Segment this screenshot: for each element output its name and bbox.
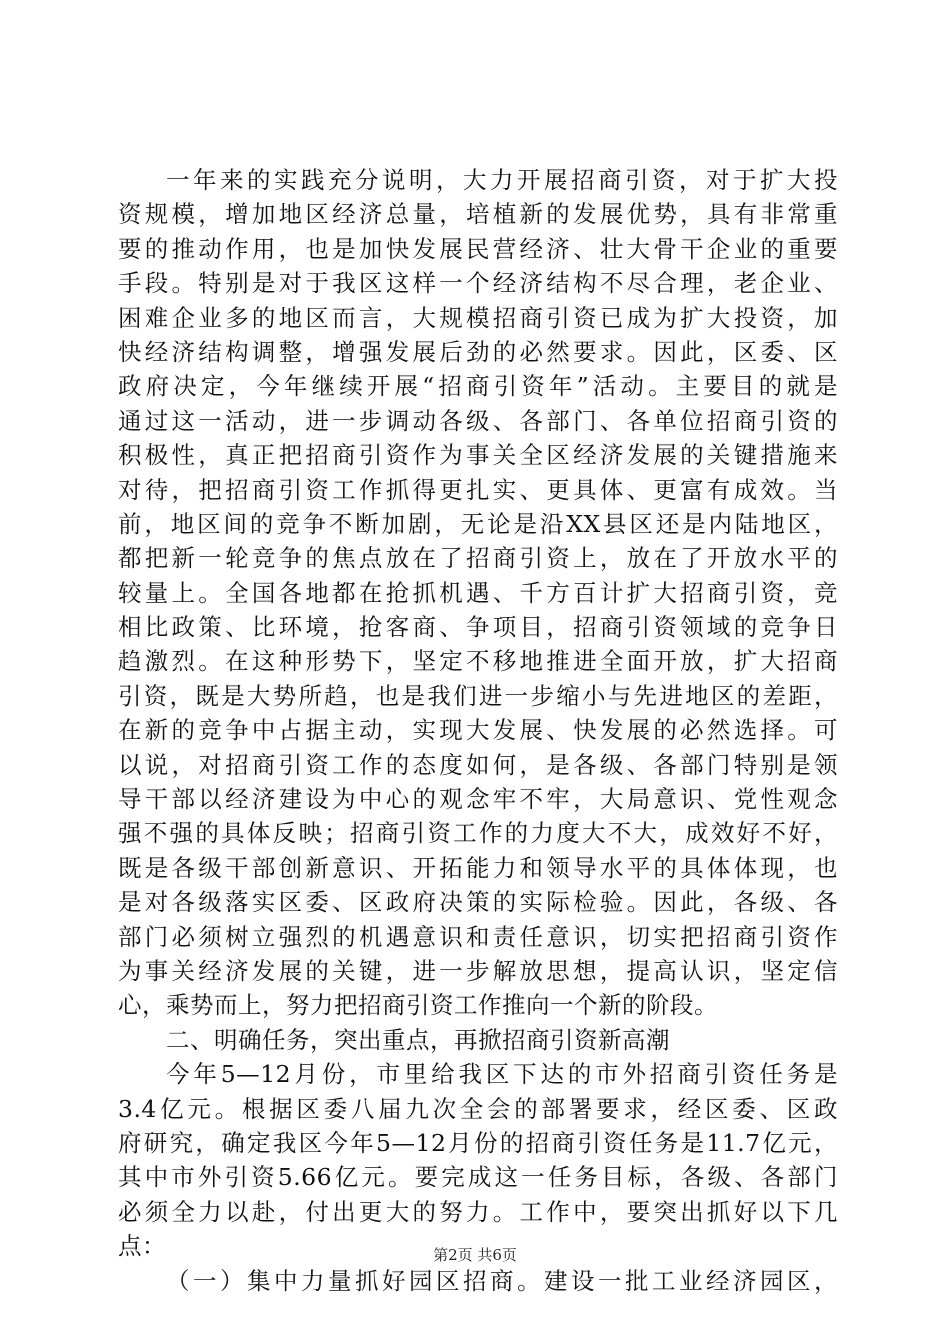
paragraph-line: 3.4亿元。根据区委八届九次全会的部署要求，经区委、区政 — [118, 1094, 838, 1123]
paragraph-line: 以说，对招商引资工作的态度如何，是各级、各部门特别是领 — [118, 750, 838, 779]
paragraph-line: 为事关经济发展的关键，进一步解放思想，提高认识，坚定信 — [118, 956, 838, 985]
paragraph-line: 都把新一轮竞争的焦点放在了招商引资上，放在了开放水平的 — [118, 544, 838, 573]
paragraph-line: 要的推动作用，也是加快发展民营经济、壮大骨干企业的重要 — [118, 234, 838, 263]
body-text — [118, 163, 838, 1298]
paragraph-line: 导干部以经济建设为中心的观念牢不牢，大局意识、党性观念 — [118, 785, 838, 814]
paragraph-line: 前，地区间的竞争不断加剧，无论是沿XX县区还是内陆地区， — [118, 509, 838, 538]
paragraph-line: 手段。特别是对于我区这样一个经济结构不尽合理，老企业、 — [118, 269, 838, 298]
paragraph-line: 相比政策、比环境，抢客商、争项目，招商引资领域的竞争日 — [118, 613, 838, 642]
paragraph-line: 其中市外引资5.66亿元。要完成这一任务目标，各级、各部门 — [118, 1163, 838, 1192]
paragraph-line: 是对各级落实区委、区政府决策的实际检验。因此，各级、各 — [118, 888, 838, 917]
paragraph-line: 困难企业多的地区而言，大规模招商引资已成为扩大投资，加 — [118, 303, 838, 332]
paragraph-line: 心，乘势而上，努力把招商引资工作推向一个新的阶段。 — [118, 991, 718, 1020]
section-heading: 二、明确任务，突出重点，再掀招商引资新高潮 — [166, 1025, 670, 1054]
paragraph-line: 强不强的具体反映；招商引资工作的力度大不大，成效好不好， — [118, 819, 838, 848]
paragraph-line: 对待，把招商引资工作抓得更扎实、更具体、更富有成效。当 — [118, 475, 838, 504]
paragraph-line: 政府决定，今年继续开展“招商引资年”活动。主要目的就是 — [118, 372, 838, 401]
paragraph-line: 较量上。全国各地都在抢抓机遇、千方百计扩大招商引资，竞 — [118, 578, 838, 607]
paragraph-line: 一年来的实践充分说明，大力开展招商引资，对于扩大投 — [166, 166, 838, 194]
paragraph-line: 在新的竞争中占据主动，实现大发展、快发展的必然选择。可 — [118, 716, 838, 745]
paragraph-line: 积极性，真正把招商引资作为事关全区经济发展的关键措施来 — [118, 441, 838, 470]
paragraph-line: 资规模，增加地区经济总量，培植新的发展优势，具有非常重 — [118, 200, 838, 229]
paragraph-line: 点： — [118, 1232, 166, 1261]
paragraph-line: 今年5—12月份，市里给我区下达的市外招商引资任务是 — [166, 1060, 838, 1089]
paragraph-line: 部门必须树立强烈的机遇意识和责任意识，切实把招商引资作 — [118, 922, 838, 951]
paragraph-line: 趋激烈。在这种形势下，坚定不移地推进全面开放，扩大招商 — [118, 647, 838, 676]
paragraph-line: 引资，既是大势所趋，也是我们进一步缩小与先进地区的差距， — [118, 681, 838, 710]
paragraph-line: 既是各级干部创新意识、开拓能力和领导水平的具体体现，也 — [118, 853, 838, 882]
paragraph-line: 府研究，确定我区今年5—12月份的招商引资任务是11.7亿元， — [118, 1128, 838, 1157]
paragraph-line: （一）集中力量抓好园区招商。建设一批工业经济园区， — [166, 1266, 838, 1295]
paragraph-line: 通过这一活动，进一步调动各级、各部门、各单位招商引资的 — [118, 406, 838, 435]
page-number-footer: 第2页 共6页 — [433, 1246, 517, 1264]
paragraph-line: 快经济结构调整，增强发展后劲的必然要求。因此，区委、区 — [118, 337, 838, 366]
paragraph-line: 必须全力以赴，付出更大的努力。工作中，要突出抓好以下几 — [118, 1197, 838, 1226]
